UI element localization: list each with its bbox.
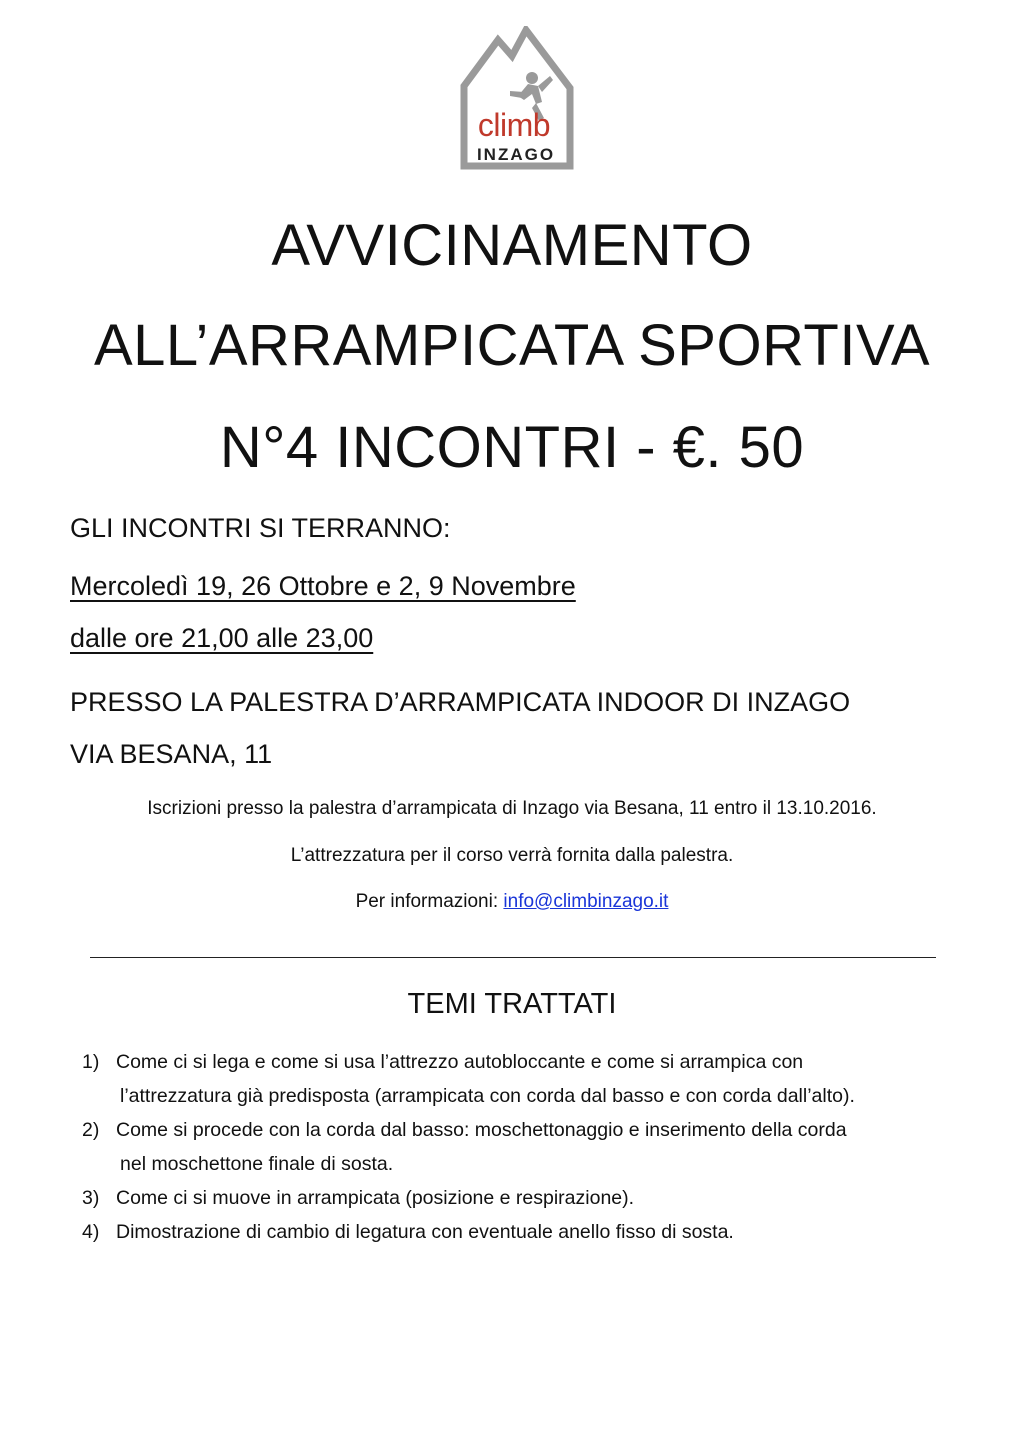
list-item-text: Come si procede con la corda dal basso: moschettonaggio e inserimento della corda (116, 1119, 847, 1141)
schedule-dates: Mercoledì 19, 26 Ottobre e 2, 9 Novembre (70, 571, 576, 601)
topics-list (82, 1045, 962, 1249)
divider (90, 957, 936, 958)
list-item (82, 1045, 962, 1079)
list-item-number: 4) (82, 1221, 100, 1243)
list-item-continuation: l’attrezzatura già predisposta (arrampicata con corda dal basso e con corda dall’alto). (120, 1085, 855, 1107)
list-item-text: Come ci si lega e come si usa l’attrezzo autobloccante e come si arrampica con (116, 1051, 804, 1073)
logo-word-inzago: INZAGO (476, 145, 556, 164)
list-item-text: Come ci si muove in arrampicata (posizione e respirazione). (116, 1187, 635, 1209)
location-line-1: PRESSO LA PALESTRA D’ARRAMPICATA INDOOR DI INZAGO (70, 687, 851, 717)
list-item-continuation: nel moschettone finale di sosta. (120, 1153, 394, 1175)
schedule-hours: dalle ore 21,00 alle 23,00 (70, 623, 374, 653)
list-item (82, 1181, 962, 1215)
climb-inzago-logo (458, 26, 576, 170)
list-item (82, 1113, 962, 1147)
topics-heading: TEMI TRATTATI (407, 988, 617, 1020)
title-line-2: ALL’ARRAMPICATA SPORTIVA (93, 313, 931, 378)
list-item-number: 1) (82, 1051, 100, 1073)
location-line-2: VIA BESANA, 11 (70, 739, 273, 769)
logo-word-climb: climb (477, 107, 551, 143)
schedule-intro: GLI INCONTRI SI TERRANNO: (70, 513, 451, 543)
registration-note: Iscrizioni presso la palestra d’arrampicata di Inzago via Besana, 11 entro il 13.10.2016. (147, 798, 877, 819)
info-label: Per informazioni: (355, 891, 504, 912)
list-item-text: Dimostrazione di cambio di legatura con eventuale anello fisso di sosta. (116, 1221, 734, 1243)
list-item-number: 2) (82, 1119, 100, 1141)
email-link[interactable]: info@climbinzago.it (503, 891, 669, 912)
title-line-1: AVVICINAMENTO (271, 213, 753, 278)
list-item (82, 1215, 962, 1249)
title-line-3: N°4 INCONTRI - €. 50 (219, 415, 805, 480)
list-item-number: 3) (82, 1187, 100, 1209)
info-line (0, 889, 1024, 915)
equipment-note: L’attrezzatura per il corso verrà fornita dalla palestra. (290, 845, 734, 866)
